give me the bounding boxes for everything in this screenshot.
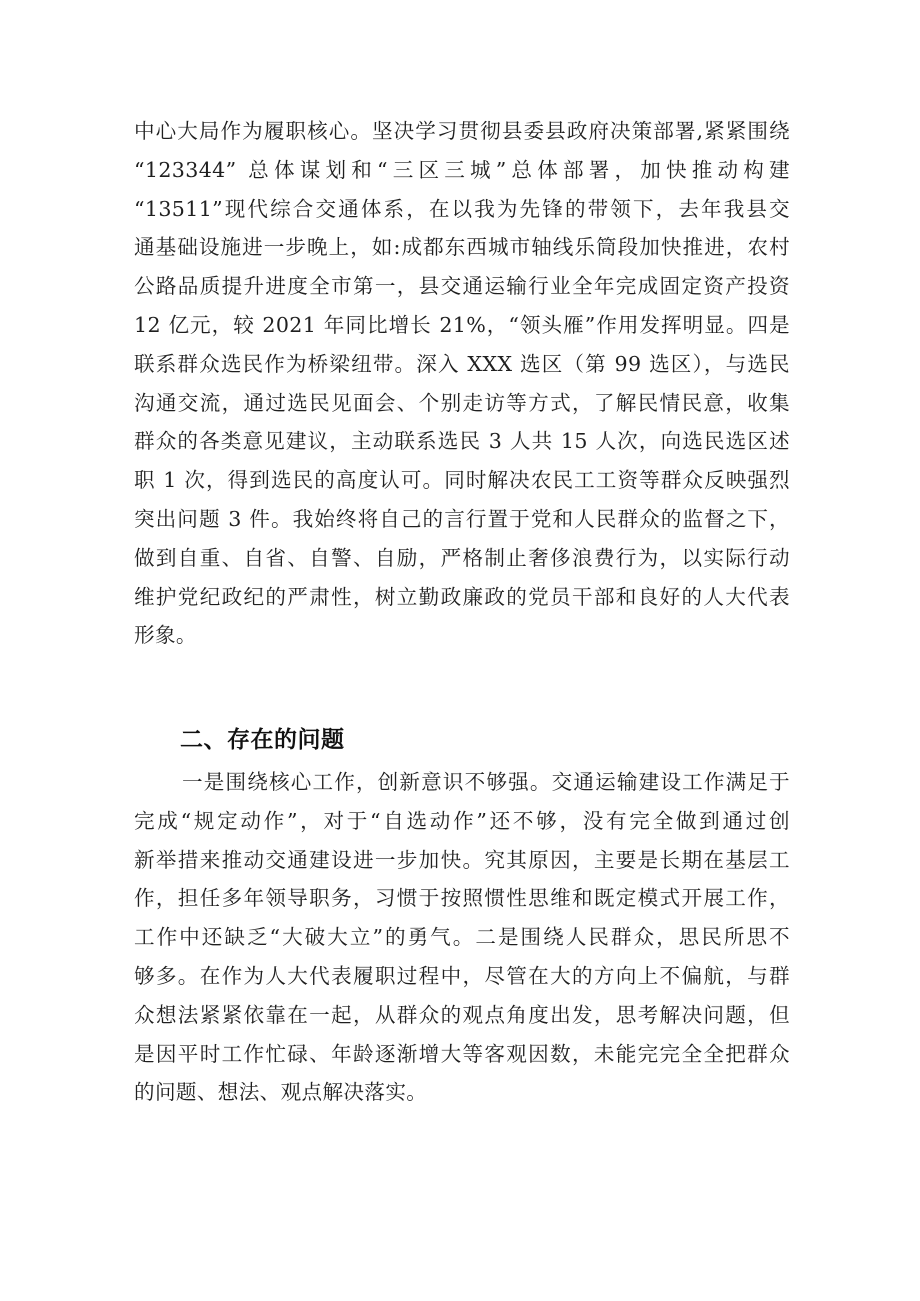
text-line: “13511”现代综合交通体系，在以我为先锋的带领下，去年我县交 bbox=[134, 196, 790, 221]
text-line: 完成“规定动作”，对于“自选动作”还不够，没有完全做到通过创 bbox=[134, 808, 790, 833]
text-line: 中心大局作为履职核心。坚决学习贯彻县委县政府决策部署,紧紧围绕 bbox=[134, 119, 790, 143]
paragraph-performance-summary bbox=[134, 112, 790, 655]
text-line: 通基础设施进一步晚上，如:成都东西城市轴线乐筒段加快推进，农村 bbox=[134, 235, 790, 260]
text-line: 作，担任多年领导职务，习惯于按照惯性思维和既定模式开展工作， bbox=[134, 886, 790, 911]
text-line: 做到自重、自省、自警、自励，严格制止奢侈浪费行为，以实际行动 bbox=[134, 545, 790, 570]
text-line: 沟通交流，通过选民见面会、个别走访等方式，了解民情民意，收集 bbox=[134, 390, 790, 415]
section-heading: 二、存在的问题 bbox=[180, 727, 345, 753]
text-line: 一是围绕核心工作，创新意识不够强。交通运输建设工作满足于 bbox=[182, 770, 790, 794]
text-line: 新举措来推动交通建设进一步加快。究其原因，主要是长期在基层工 bbox=[134, 847, 790, 872]
text-line: 突出问题 3 件。我始终将自己的言行置于党和人民群众的监督之下， bbox=[134, 506, 790, 531]
text-line: 的问题、想法、观点解决落实。 bbox=[134, 1080, 428, 1105]
text-line: 众想法紧紧依靠在一起，从群众的观点角度出发，思考解决问题，但 bbox=[134, 1002, 790, 1027]
text-line: 维护党纪政纪的严肃性，树立勤政廉政的党员干部和良好的人大代表 bbox=[134, 584, 790, 609]
text-line: 是因平时工作忙碌、年龄逐渐增大等客观因数，未能完完全全把群众 bbox=[134, 1041, 790, 1066]
text-line: “123344” 总体谋划和“三区三城”总体部署，加快推动构建 bbox=[134, 157, 790, 182]
text-line: 群众的各类意见建议，主动联系选民 3 人共 15 人次，向选民选区述 bbox=[134, 429, 790, 454]
text-line: 工作中还缺乏“大破大立”的勇气。二是围绕人民群众，思民所思不 bbox=[134, 925, 790, 950]
text-line: 12 亿元，较 2021 年同比增长 21%，“领头雁”作用发挥明显。四是 bbox=[134, 312, 790, 337]
text-line: 职 1 次，得到选民的高度认可。同时解决农民工工资等群众反映强烈 bbox=[134, 468, 790, 493]
text-line: 联系群众选民作为桥梁纽带。深入 XXX 选区（第 99 选区），与选民 bbox=[134, 351, 790, 376]
text-line: 形象。 bbox=[134, 623, 197, 648]
text-line: 够多。在作为人大代表履职过程中，尽管在大的方向上不偏航，与群 bbox=[134, 963, 790, 988]
text-line: 公路品质提升进度全市第一，县交通运输行业全年完成固定资产投资 bbox=[134, 274, 790, 299]
paragraph-existing-problems bbox=[134, 763, 790, 1112]
